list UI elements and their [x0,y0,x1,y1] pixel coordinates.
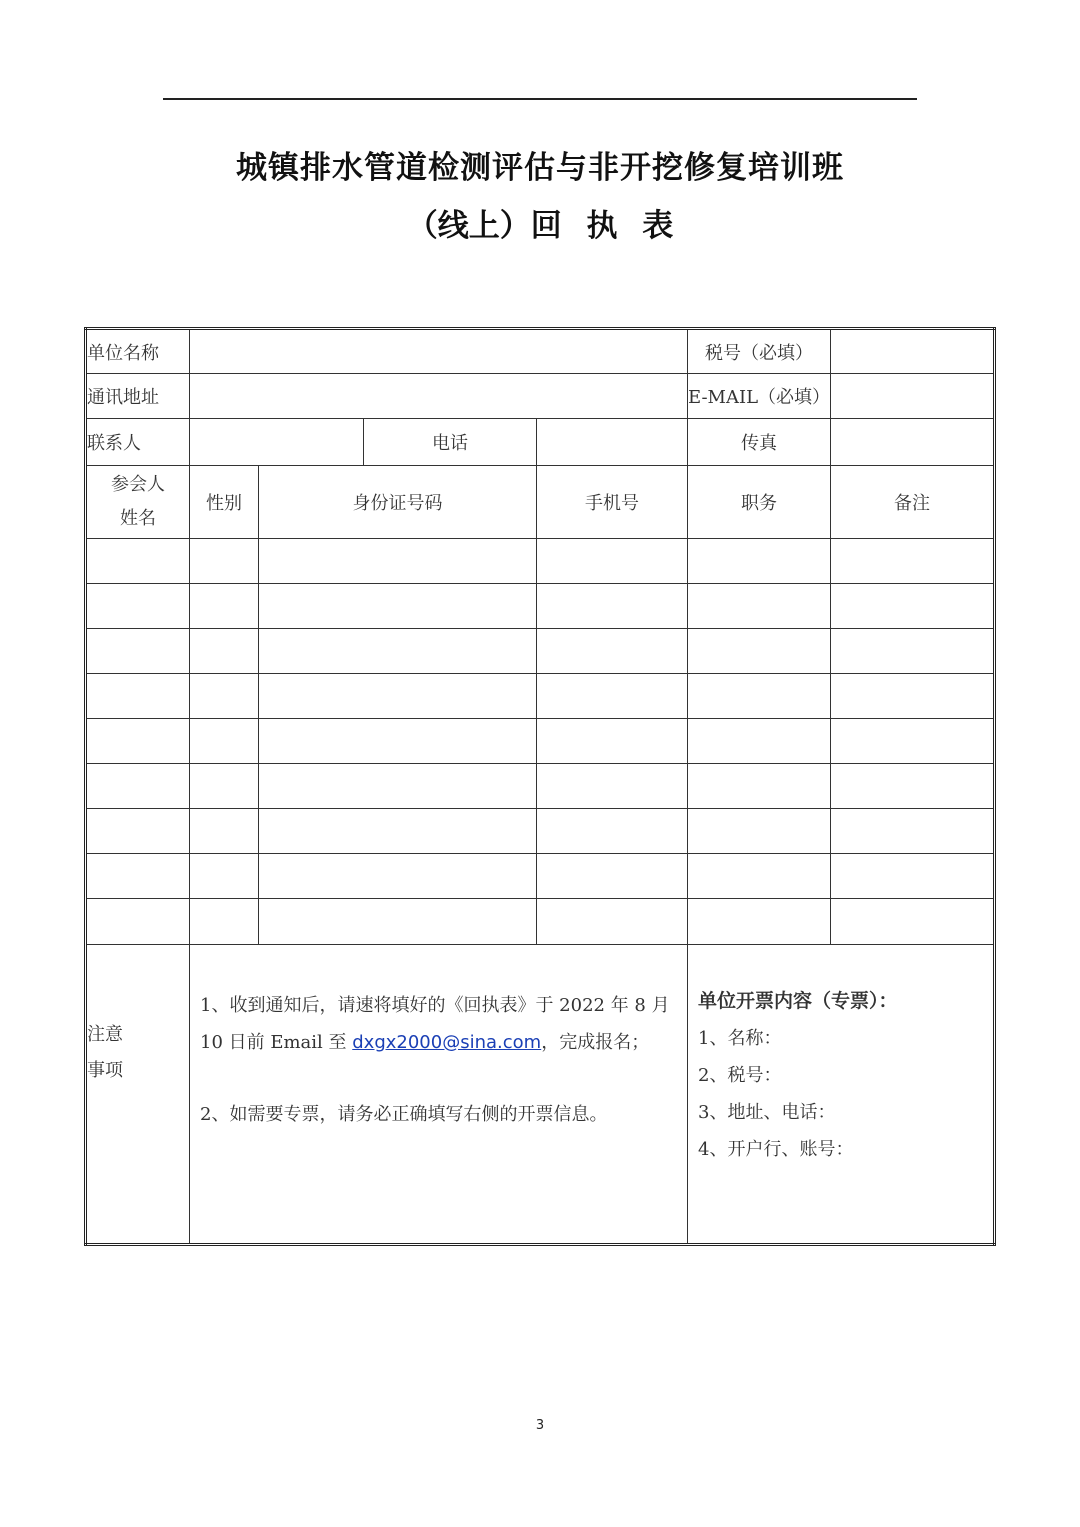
invoice-item-tax: 2、税号： [698,1065,782,1086]
fax-label: 传真 [688,419,831,466]
unit-name-label: 单位名称 [86,329,190,374]
remarks-cell[interactable] [831,719,995,764]
remarks-cell[interactable] [831,764,995,809]
attendee-name-cell[interactable] [86,584,190,629]
attendee-name-cell[interactable] [86,629,190,674]
remarks-cell[interactable] [831,584,995,629]
email-link[interactable]: dxgx2000@sina.com [352,1032,542,1053]
mobile-cell[interactable] [537,584,688,629]
invoice-heading: 单位开票内容（专票）： [698,990,898,1012]
attendee-name-header [86,466,190,539]
gender-cell[interactable] [190,674,259,719]
note-item-1-line1: 1、收到通知后，请速将填好的《回执表》于 2022 年 8 月 [200,995,670,1016]
remarks-cell[interactable] [831,809,995,854]
remarks-header: 备注 [831,466,995,539]
invoice-item-name: 1、名称： [698,1028,782,1049]
contact-label: 联系人 [86,419,190,466]
page-subtitle: （线上）回 执 表 [406,208,674,244]
mobile-header: 手机号 [537,466,688,539]
address-field[interactable] [190,374,688,419]
phone-field[interactable] [537,419,688,466]
position-header: 职务 [688,466,831,539]
mobile-cell[interactable] [537,539,688,584]
attendee-row [86,539,995,584]
remarks-cell[interactable] [831,899,995,945]
attendee-name-cell[interactable] [86,854,190,899]
position-cell[interactable] [688,539,831,584]
attendee-header-line1: 参会人 [111,474,165,495]
invoice-item-address: 3、地址、电话： [698,1102,836,1123]
id-number-cell[interactable] [259,539,537,584]
mobile-cell[interactable] [537,719,688,764]
mobile-cell[interactable] [537,899,688,945]
attendee-name-cell[interactable] [86,539,190,584]
gender-cell[interactable] [190,764,259,809]
id-number-cell[interactable] [259,854,537,899]
id-number-cell[interactable] [259,674,537,719]
id-number-cell[interactable] [259,584,537,629]
id-number-cell[interactable] [259,899,537,945]
gender-cell[interactable] [190,719,259,764]
address-label: 通讯地址 [86,374,190,419]
gender-cell[interactable] [190,899,259,945]
mobile-cell[interactable] [537,854,688,899]
notes-content [190,945,688,1245]
attendee-name-cell[interactable] [86,809,190,854]
gender-cell[interactable] [190,854,259,899]
page-number: 3 [535,1418,545,1433]
gender-cell[interactable] [190,629,259,674]
tax-id-field[interactable] [831,329,995,374]
notes-label-line2: 事项 [87,1060,123,1081]
gender-cell[interactable] [190,584,259,629]
top-rule [163,98,917,100]
id-number-cell[interactable] [259,719,537,764]
remarks-cell[interactable] [831,629,995,674]
notes-label [86,945,190,1245]
attendee-row [86,584,995,629]
attendee-rows [86,539,995,945]
contact-field[interactable] [190,419,364,466]
note-item-1-pre: 10 日前 Email 至 [200,1032,353,1053]
attendee-row [86,764,995,809]
attendee-name-cell[interactable] [86,674,190,719]
attendee-row [86,854,995,899]
attendee-name-cell[interactable] [86,719,190,764]
note-item-1-line2 [200,1024,679,1061]
attendee-row [86,629,995,674]
attendee-row [86,899,995,945]
mobile-cell[interactable] [537,629,688,674]
position-cell[interactable] [688,854,831,899]
attendee-row [86,809,995,854]
position-cell[interactable] [688,584,831,629]
id-number-header: 身份证号码 [259,466,537,539]
invoice-item-bank: 4、开户行、账号： [698,1139,854,1160]
remarks-cell[interactable] [831,674,995,719]
gender-header: 性别 [190,466,259,539]
mobile-cell[interactable] [537,764,688,809]
registration-form-table [84,327,996,1246]
note-item-1-post: ，完成报名； [541,1032,650,1053]
attendee-name-cell[interactable] [86,764,190,809]
attendee-name-cell[interactable] [86,899,190,945]
email-field[interactable] [831,374,995,419]
remarks-cell[interactable] [831,854,995,899]
gender-cell[interactable] [190,809,259,854]
id-number-cell[interactable] [259,764,537,809]
remarks-cell[interactable] [831,539,995,584]
id-number-cell[interactable] [259,629,537,674]
position-cell[interactable] [688,674,831,719]
phone-label: 电话 [364,419,537,466]
id-number-cell[interactable] [259,809,537,854]
position-cell[interactable] [688,809,831,854]
position-cell[interactable] [688,899,831,945]
fax-field[interactable] [831,419,995,466]
note-item-2: 2、如需要专票，请务必正确填写右侧的开票信息。 [200,1104,608,1125]
position-cell[interactable] [688,764,831,809]
attendee-row [86,674,995,719]
mobile-cell[interactable] [537,809,688,854]
position-cell[interactable] [688,629,831,674]
unit-name-field[interactable] [190,329,688,374]
email-label: E-MAIL（必填） [688,374,831,419]
notes-label-line1: 注意 [87,1024,123,1045]
page-title: 城镇排水管道检测评估与非开挖修复培训班 [236,150,844,186]
gender-cell[interactable] [190,539,259,584]
position-cell[interactable] [688,719,831,764]
attendee-header-line2: 姓名 [120,508,156,529]
invoice-info [688,945,995,1245]
mobile-cell[interactable] [537,674,688,719]
attendee-row [86,719,995,764]
tax-id-label: 税号（必填） [688,329,831,374]
